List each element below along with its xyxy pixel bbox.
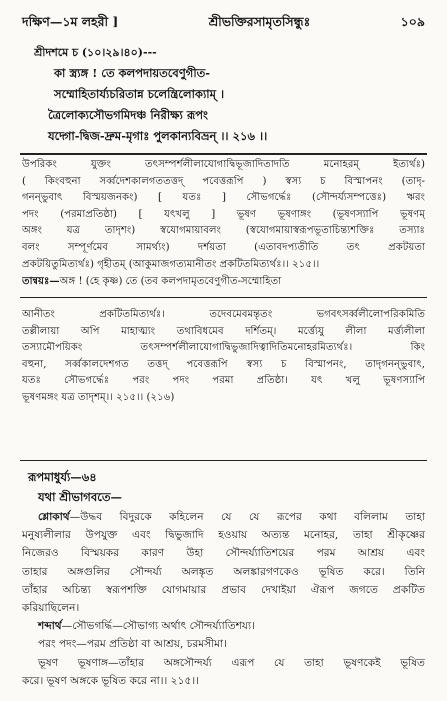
- shabdartha-line: ভূষণ ভূষণাঙ্গ—তাঁহার অঙ্গসৌন্দর্য্য এরূপ যে তাহা ভূষণকেই ভূষিত: [38, 656, 425, 669]
- commentary-line: ভূষণমঙ্গং যত্র তাদৃশম্।। ২১৫।। (২১৬): [22, 391, 175, 403]
- verse-reference: শ্রীদশমে চ (১০।২৯।৪০)---: [34, 46, 157, 59]
- translation-line: করিয়াছিলেন।: [22, 602, 80, 615]
- commentary-block-2: [22, 307, 425, 407]
- page-header: [22, 14, 425, 36]
- book-title: শ্রীভক্তিরসামৃতসিন্ধুঃ: [208, 14, 311, 29]
- commentary-line: গনন্ভুবাৎ বিস্ময়জনকং) [ যতঃ ] সৌভগর্দ্ধেঃ (সৌন্দর্য্যসম্পত্তেঃ) ঋরং: [22, 192, 425, 204]
- section-subheading: যথা শ্রীভাগবতে—: [38, 490, 122, 504]
- verse-line: সম্মোহিতার্য্যচরিতান্ন চলেন্ত্রিলোক্যাম্ ।: [54, 87, 225, 101]
- verse-line: যদ্গো-দ্বিজ-দ্রুম-মৃগাঃ পুলকান্যবিভ্রন্ ।। ২১৬ ।।: [48, 129, 268, 143]
- chapter-label: দক্ষিণ—১ম লহরী ]: [22, 14, 119, 29]
- shabdartha-line: [22, 617, 425, 635]
- tanvaya-label: তান্বয়ঃ—: [22, 275, 60, 288]
- shabdartha-text: —সৌভগর্দ্ধি—সৌভাগ্য অর্থাৎ সৌন্দর্য্যাতিশয্য।: [61, 620, 255, 633]
- commentary-line: আনীতং প্রকটিতমিত্যর্থঃ। তদেবমেবমন্তৃতং ভগবৎসর্ব্বলীলোপরিকমিতি: [22, 309, 425, 320]
- verse-block: [34, 42, 423, 147]
- verse-line: কা স্ত্র্যঙ্গ ! তে কলপদায়তবেণুগীত-: [54, 66, 211, 80]
- commentary-line: ( কিংবহুনা সর্ব্বদেশকালগততত্তদ্ পবেত্তরূপি ) স্বস্য চ বিস্মাপনং (তাদৃ-: [22, 175, 425, 187]
- shabdartha-label: শব্দার্থ: [38, 620, 62, 633]
- translation-block: [22, 508, 425, 690]
- tanvaya-text: অঙ্গ ! (হে কৃষ্ণ) তে (তব কলপদামৃতবেণুগীত-সম্মোহিতা: [59, 276, 282, 288]
- commentary-line: অঙ্গং যত্র তাদৃশং) স্বযোগমায়াবলং (স্বযোগমায়াস্বরূপভূতাচিন্ত্যশক্তিঃ তস্যাঃ: [22, 225, 425, 237]
- commentary-line: তল্লীলায়া অপি মাহাত্ম্যং তথাবিধমেব দর্শিতম্। মর্ত্ত্যেযু লীলা মর্ত্ত্যলীলা: [22, 325, 425, 337]
- translation-text: —উদ্ধব বিদুরকে কহিলেন যে যে রূপের কথা বলিলাম তাহা: [69, 511, 425, 523]
- section-heading: রূপমাধুর্য্য—৬৪: [28, 470, 97, 484]
- shabdartha-line: করে। ভূষণ অঙ্গকে ভূষিত করে না।। ২১৫।।: [22, 674, 199, 687]
- divider: [20, 460, 427, 461]
- commentary-line: বহুনা, সর্ব্বকালদেশগত তত্তদ্ পবেত্তরূপি স্বস্য চ বিস্মাপনং, তাদৃগনন্ভুবাৎ,: [22, 358, 425, 370]
- verse-line: ত্রৈলোক্যসৌভগমিদঞ্চ নিরীক্ষ্য রূপং: [48, 108, 208, 122]
- translation-line: তাঁহার অচিন্ত্য স্বরূপশক্তি যোগমায়ার প্রভাব দেখাইয়া ঐরূপ জগতে প্রকটিত: [22, 583, 425, 596]
- divider: [20, 297, 427, 298]
- commentary-line: পদং (পরমাপ্রতিষ্ঠা) [ যৎখলু ] ভূষণ ভূষণাঙ্গং (ভূষণস্যাপি ভূষণম্: [22, 208, 425, 220]
- commentary-line: তস্যামৌপয়িকং তৎসম্পর্শলীলাযোগাদ্বিভুজাদিত্বাদিতিমনোহরমিত্যর্থঃ। কিং: [22, 342, 425, 354]
- commentary-line: উপরিকং যুক্তং তৎসম্পর্শলীলাযোগাদ্বিভূজাদিতাদতি মনোহরম্ ইত্যর্থঃ): [22, 159, 425, 170]
- page-number: ১০৯: [400, 14, 425, 29]
- translation-line: নিজেরও বিস্ময়কর কারণ উহা সৌন্দর্য্যাতিশয়ের পরম আশ্রয় এবং: [22, 547, 425, 560]
- tanvaya-line: [22, 273, 425, 291]
- translation-line: তাহার অঙ্গগুলির সৌন্দর্য্য অলঙ্কৃত অলঙ্কারগণকেও ভূষিত করে। তিনি: [22, 565, 425, 578]
- commentary-line: যতঃ সৌভগর্দ্ধেঃ পরং পদং পরমা প্রতিষ্ঠা। যৎ খলু ভূষণস্যাপি: [22, 375, 425, 387]
- commentary-block: [22, 157, 425, 291]
- commentary-line: প্রকটয়িতুমিত্যর্থঃ) গৃহীতম্ (আকুমাজগত্যমানীতং প্রকটিতমিত্যর্থঃ।। ২১৫।।: [22, 258, 320, 270]
- shloka-label: শ্লোকার্থ: [38, 511, 70, 523]
- shabdartha-line: পরং পদং—পরম প্রতিষ্ঠা বা আশ্রয়, চরমসীমা।: [38, 638, 227, 651]
- translation-line: মনুষ্যলীলার উপযুক্ত এবং দ্বিভুজাদি হওয়ায় অত্যন্ত মনোহর, তাহা শ্রীকৃষ্ণের: [22, 529, 425, 542]
- commentary-line: বলং সম্পূর্ণমেব সামর্থ্যং) দর্শয়তা (এতাবদপ্যতীতি তৎ প্রকটয়তা: [22, 241, 425, 253]
- divider: [20, 153, 427, 155]
- translation-line: [22, 508, 425, 526]
